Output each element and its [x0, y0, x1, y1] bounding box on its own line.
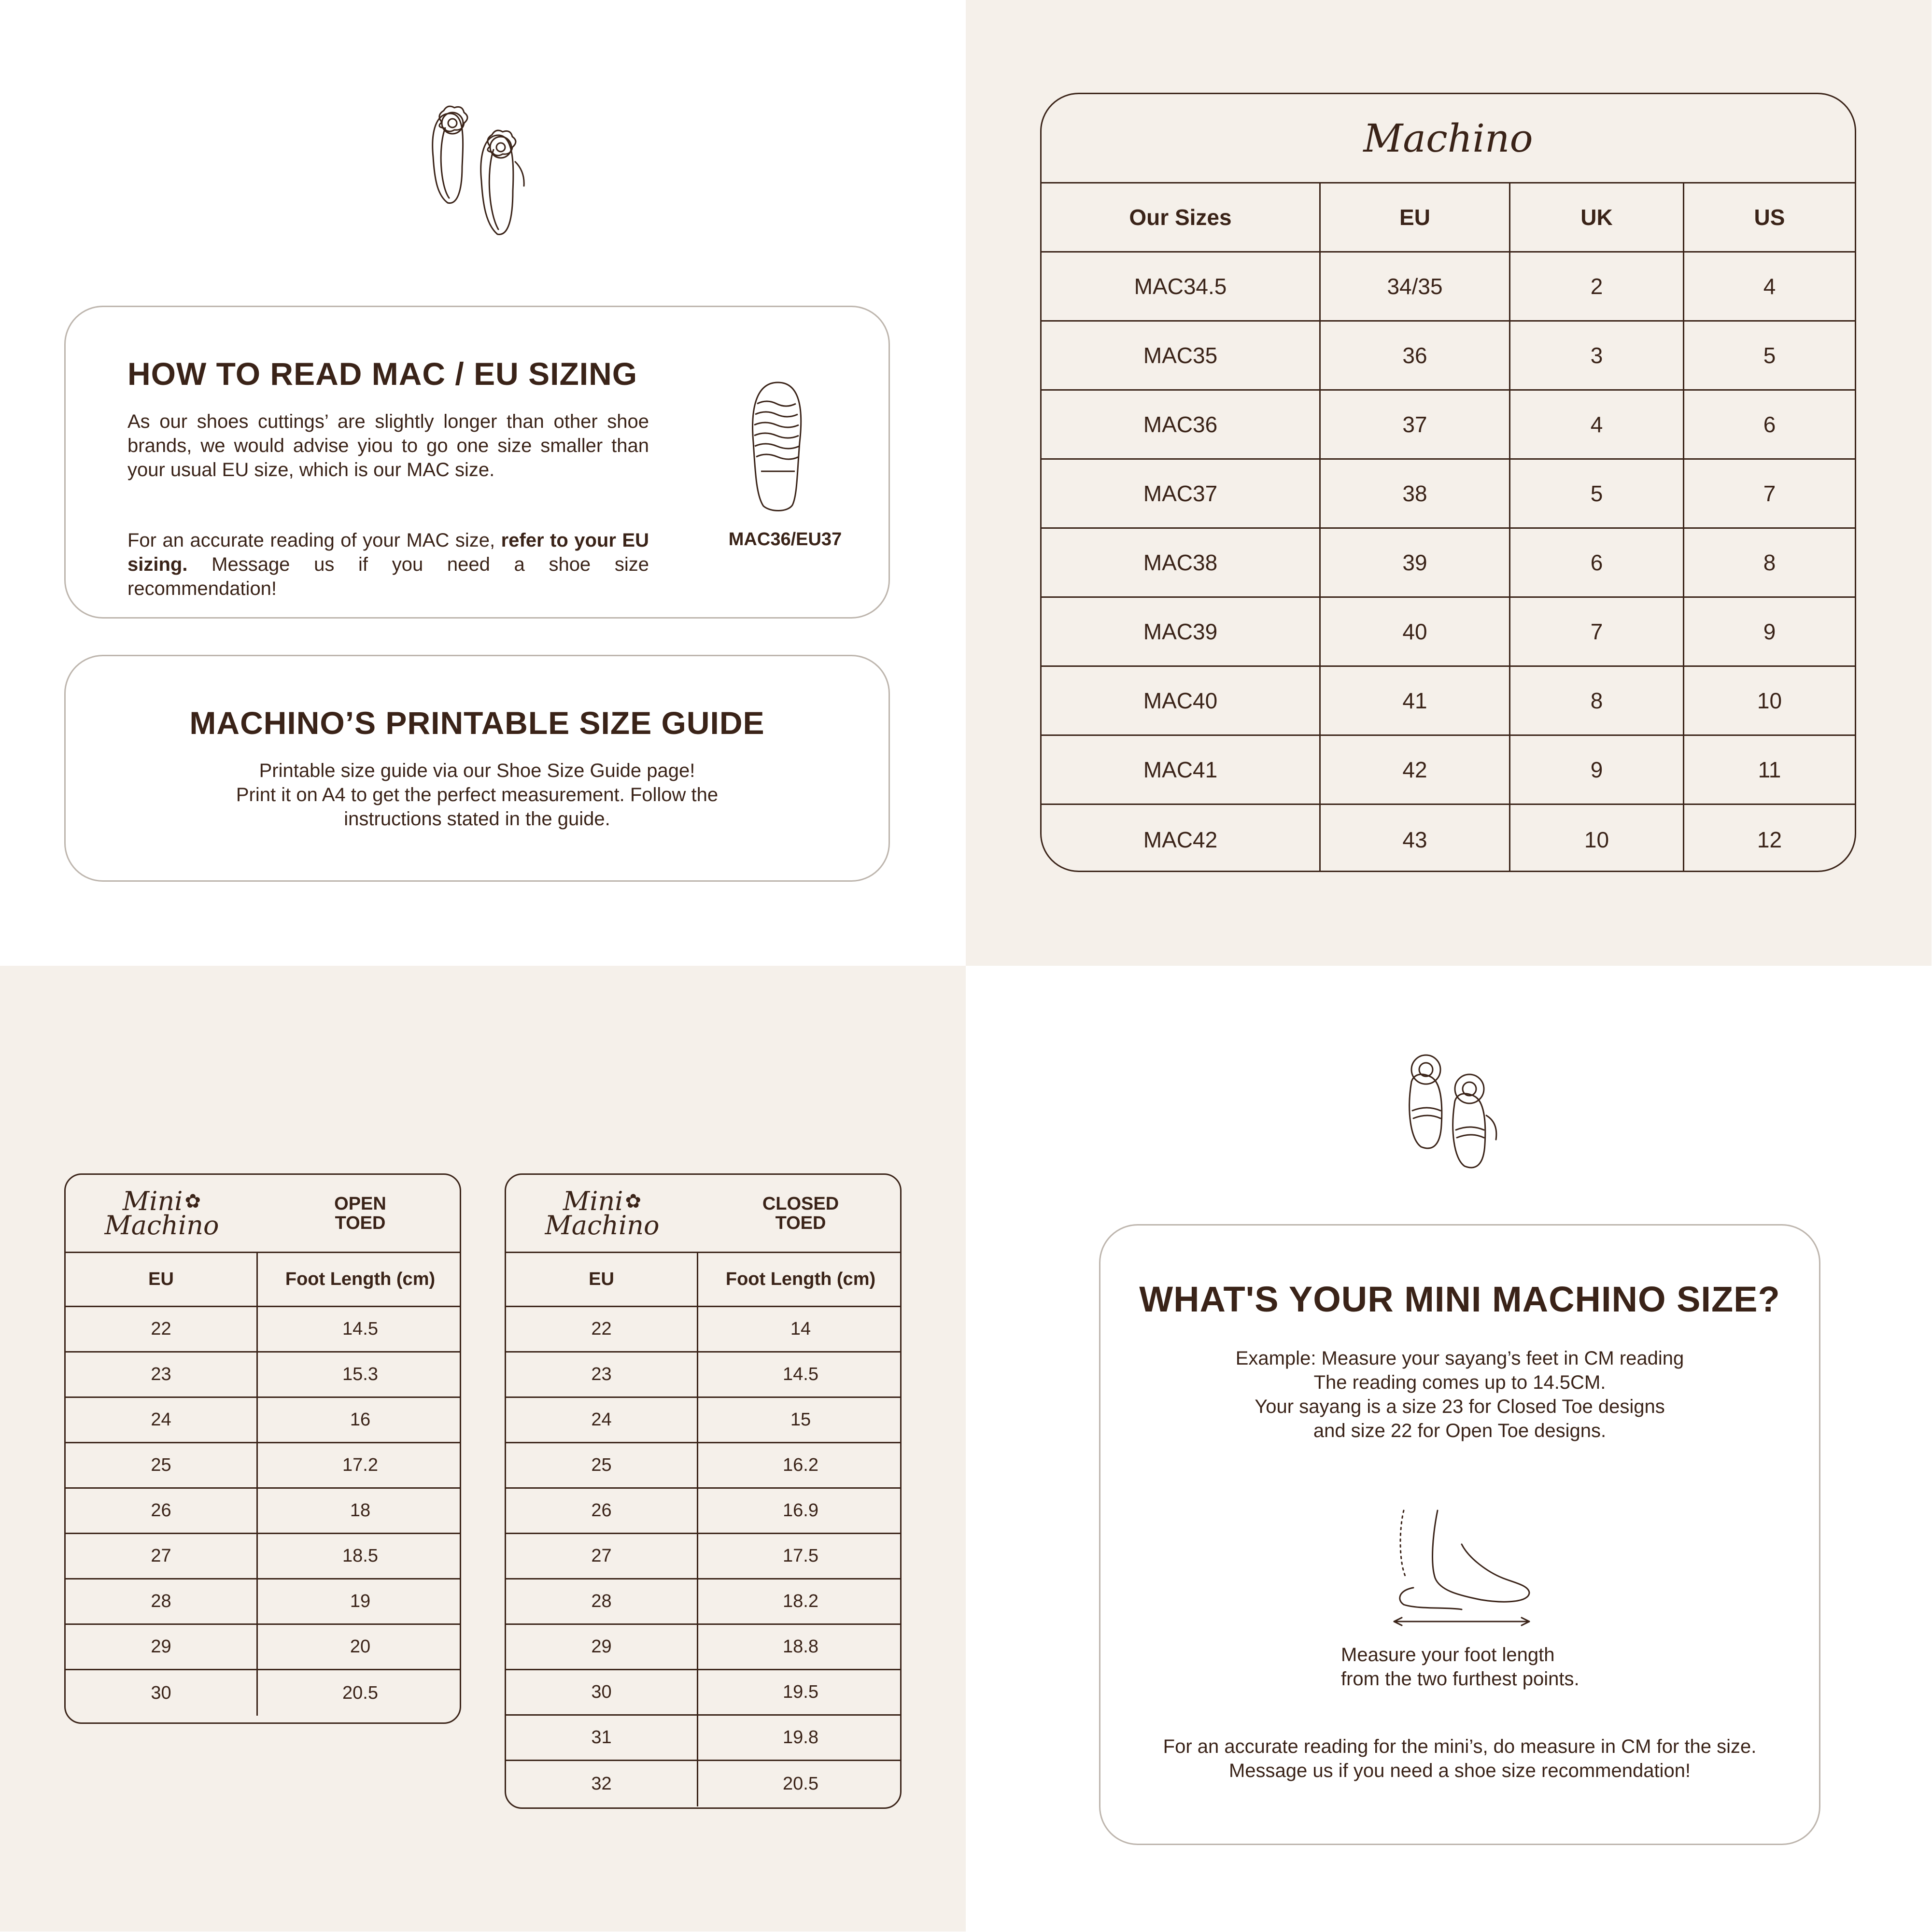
open-toed-cell: 23	[66, 1353, 258, 1398]
shoe-sole-icon	[747, 380, 809, 515]
open-toed-header-cell: Foot Length (cm)	[258, 1253, 461, 1307]
size-chart-cell: 37	[1321, 391, 1510, 460]
closed-toed-cell: 26	[506, 1489, 698, 1534]
size-chart-cell: 7	[1510, 598, 1684, 667]
mini-size-title: WHAT'S YOUR MINI MACHINO SIZE?	[1139, 1279, 1780, 1319]
closed-toed-cell: 19.8	[698, 1716, 902, 1761]
closed-toed-cell: 25	[506, 1443, 698, 1489]
open-toed-cell: 16	[258, 1398, 461, 1443]
machino-logo: Machino	[1042, 94, 1855, 183]
flower-icon: ✿	[625, 1190, 642, 1213]
open-toed-cell: 20.5	[342, 1682, 378, 1703]
open-toed-cell: 18	[258, 1489, 461, 1534]
size-chart-cell: 9	[1684, 598, 1855, 667]
closed-toed-cell: 27	[506, 1534, 698, 1579]
how-to-read-paragraph: As our shoes cuttings’ are slightly longer than other shoe brands, we would advise yiou to go one size smaller than your usual EU size, which is our MAC size.	[127, 411, 649, 480]
closed-toed-cell: 30	[506, 1670, 698, 1716]
size-chart-cell: 6	[1510, 529, 1684, 598]
size-chart-cell: 43	[1321, 805, 1510, 872]
open-toed-cell: 29	[66, 1625, 258, 1670]
size-chart-cell: 10	[1510, 805, 1684, 872]
open-toed-table	[64, 1173, 461, 1724]
size-chart-cell: 11	[1684, 736, 1855, 805]
size-chart-cell: 38	[1321, 460, 1510, 529]
size-chart-cell: 6	[1684, 391, 1855, 460]
open-toed-cell: 26	[66, 1489, 258, 1534]
closed-toed-cell: 16.9	[698, 1489, 902, 1534]
size-chart-cell: 12	[1757, 827, 1782, 852]
closed-toed-cell: 14	[698, 1307, 902, 1353]
paragraph-end: Message us if you need a shoe size recommendation!	[127, 554, 649, 599]
measure-line: from the two furthest points.	[1341, 1668, 1579, 1690]
closed-toed-cell: 24	[506, 1398, 698, 1443]
open-toed-cell: 14.5	[258, 1307, 461, 1353]
foot-measurement-icon	[1384, 1506, 1544, 1631]
closed-toed-cell: 17.5	[698, 1534, 902, 1579]
mini-size-footer	[1100, 1735, 1819, 1783]
open-toed-cell: 20	[258, 1625, 461, 1670]
footer-line: For an accurate reading for the mini’s, do measure in CM for the size.	[1163, 1736, 1757, 1757]
mini-machino-logo	[66, 1175, 258, 1252]
paragraph-start: For an accurate reading of your MAC size,	[127, 530, 501, 551]
open-toed-cell: 27	[66, 1534, 258, 1579]
closed-toed-cell: 23	[506, 1353, 698, 1398]
mini-size-card	[1099, 1224, 1820, 1845]
size-chart-cell: MAC40	[1042, 667, 1321, 736]
sizing-panel	[0, 0, 966, 966]
measure-line: Measure your foot length	[1341, 1644, 1555, 1665]
size-chart-cell: 41	[1321, 667, 1510, 736]
closed-toed-grid	[506, 1253, 900, 1806]
size-chart-cell: 40	[1321, 598, 1510, 667]
closed-toed-cell: 20.5	[783, 1773, 818, 1794]
closed-toed-cell: 32	[506, 1761, 698, 1806]
closed-toed-cell: 22	[506, 1307, 698, 1353]
size-chart-cell: 8	[1510, 667, 1684, 736]
mini-size-panel	[966, 966, 1932, 1932]
closed-toed-table	[505, 1173, 902, 1809]
size-chart-cell: 8	[1684, 529, 1855, 598]
toe-label-line1: OPEN	[334, 1193, 386, 1214]
printable-guide-title: MACHINO’S PRINTABLE SIZE GUIDE	[189, 705, 765, 741]
size-chart-cell: MAC38	[1042, 529, 1321, 598]
mini-logo-line1: Mini	[122, 1185, 183, 1216]
footer-line: Message us if you need a shoe size recommendation!	[1228, 1760, 1691, 1781]
flower-icon: ✿	[184, 1190, 201, 1213]
kids-shoes-illustration-icon	[1402, 1043, 1513, 1178]
size-chart-table	[1040, 93, 1856, 872]
size-chart-header-cell: UK	[1510, 183, 1684, 253]
open-toed-cell: 22	[66, 1307, 258, 1353]
closed-toed-cell: 18.8	[698, 1625, 902, 1670]
mini-logo-line2: Machino	[104, 1210, 219, 1241]
printable-line: Printable size guide via our Shoe Size Guide page!	[259, 760, 695, 781]
closed-toed-cell: 19.5	[698, 1670, 902, 1716]
example-line: The reading comes up to 14.5CM.	[1313, 1372, 1606, 1393]
mini-logo-line2: Machino	[545, 1210, 660, 1241]
size-chart-cell: 4	[1510, 391, 1684, 460]
measure-instruction	[1341, 1643, 1631, 1691]
size-chart-cell: 5	[1510, 460, 1684, 529]
printable-guide-text	[66, 759, 888, 831]
example-line: Example: Measure your sayang’s feet in CM reading	[1235, 1348, 1684, 1369]
size-chart-header-cell: Our Sizes	[1042, 183, 1321, 253]
open-toed-grid	[66, 1253, 460, 1716]
open-toed-cell: 30	[66, 1670, 258, 1716]
mini-logo-line1: Mini	[563, 1185, 623, 1216]
mini-machino-logo	[506, 1175, 698, 1252]
size-chart-cell: 5	[1684, 322, 1855, 391]
accurate-reading-paragraph	[127, 528, 649, 601]
size-chart-cell: 3	[1510, 322, 1684, 391]
size-chart-cell: 10	[1684, 667, 1855, 736]
open-toed-cell: 19	[258, 1579, 461, 1625]
closed-toed-header-cell: Foot Length (cm)	[698, 1253, 902, 1307]
size-chart-cell: 4	[1684, 253, 1855, 322]
size-chart-grid	[1042, 183, 1855, 872]
sole-size-label: MAC36/EU37	[728, 529, 842, 550]
size-chart-header-cell: US	[1684, 183, 1855, 253]
size-chart-cell: 7	[1684, 460, 1855, 529]
size-chart-cell: MAC39	[1042, 598, 1321, 667]
open-toed-header	[66, 1175, 460, 1253]
open-toed-cell: 18.5	[258, 1534, 461, 1579]
toe-label-line2: TOED	[335, 1213, 386, 1233]
size-chart-cell: MAC41	[1042, 736, 1321, 805]
size-chart-cell: MAC35	[1042, 322, 1321, 391]
closed-toed-cell: 14.5	[698, 1353, 902, 1398]
open-toed-cell: 24	[66, 1398, 258, 1443]
closed-toed-cell: 16.2	[698, 1443, 902, 1489]
example-line: and size 22 for Open Toe designs.	[1313, 1420, 1607, 1441]
closed-toed-header-cell: EU	[506, 1253, 698, 1307]
closed-toed-cell: 18.2	[698, 1579, 902, 1625]
size-chart-cell: 36	[1321, 322, 1510, 391]
size-chart-cell: MAC37	[1042, 460, 1321, 529]
closed-toed-label	[698, 1175, 902, 1252]
mini-tables-panel	[0, 966, 966, 1932]
open-toed-cell: 17.2	[258, 1443, 461, 1489]
size-chart-cell: 39	[1321, 529, 1510, 598]
toe-label-line1: CLOSED	[762, 1193, 839, 1214]
size-chart-cell: 34/35	[1321, 253, 1510, 322]
closed-toed-header	[506, 1175, 900, 1253]
open-toed-cell: 28	[66, 1579, 258, 1625]
toe-label-line2: TOED	[775, 1213, 826, 1233]
how-to-read-card	[64, 306, 890, 619]
open-toed-cell: 25	[66, 1443, 258, 1489]
closed-toed-cell: 28	[506, 1579, 698, 1625]
open-toed-header-cell: EU	[66, 1253, 258, 1307]
sandals-illustration-icon	[416, 94, 547, 244]
paragraph-bold: refer to your EU sizing.	[127, 530, 649, 575]
example-line: Your sayang is a size 23 for Closed Toe designs	[1255, 1396, 1665, 1417]
size-chart-cell: 9	[1510, 736, 1684, 805]
closed-toed-cell: 15	[698, 1398, 902, 1443]
printable-line: Print it on A4 to get the perfect measurement. Follow the	[236, 784, 719, 805]
size-chart-cell: 42	[1321, 736, 1510, 805]
closed-toed-cell: 29	[506, 1625, 698, 1670]
size-chart-cell: MAC36	[1042, 391, 1321, 460]
size-chart-header-cell: EU	[1321, 183, 1510, 253]
how-to-read-title: HOW TO READ MAC / EU SIZING	[127, 356, 638, 392]
size-chart-cell: 2	[1510, 253, 1684, 322]
mini-size-example	[1100, 1346, 1819, 1443]
closed-toed-cell: 31	[506, 1716, 698, 1761]
open-toed-label	[258, 1175, 461, 1252]
size-chart-cell: MAC42	[1042, 805, 1321, 872]
printable-line: instructions stated in the guide.	[344, 808, 610, 830]
size-chart-cell: MAC34.5	[1042, 253, 1321, 322]
open-toed-cell: 15.3	[258, 1353, 461, 1398]
size-chart-panel	[966, 0, 1932, 966]
printable-guide-card	[64, 655, 890, 882]
